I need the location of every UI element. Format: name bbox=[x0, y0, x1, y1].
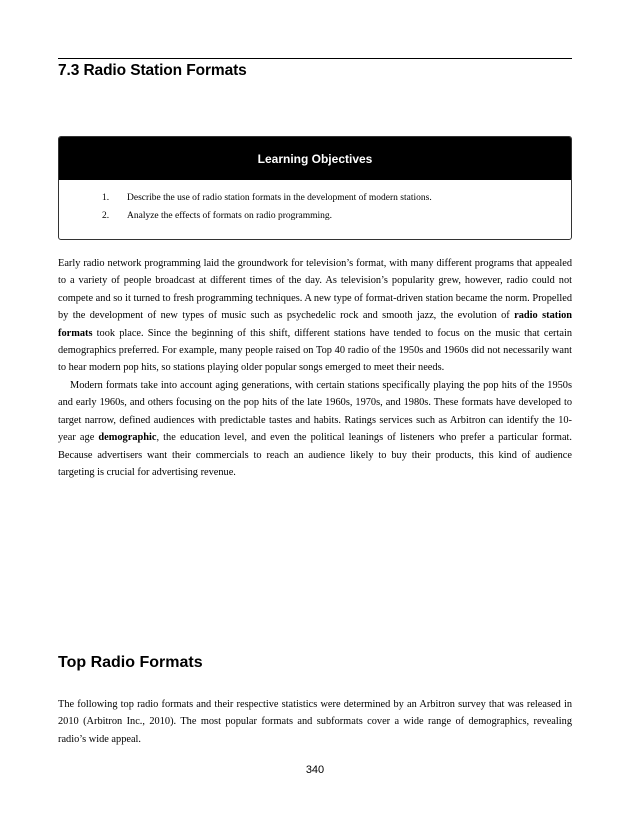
subsection-title: Top Radio Formats bbox=[58, 654, 203, 671]
learning-objectives-list bbox=[59, 193, 571, 229]
list-item-text: Analyze the effects of formats on radio programming. bbox=[127, 211, 333, 221]
list-item-number: 1. bbox=[102, 193, 110, 203]
body-paragraph-1 bbox=[58, 255, 572, 377]
page-number: 340 bbox=[305, 764, 325, 776]
list-item-number: 2. bbox=[102, 211, 110, 221]
body-paragraph-3: The following top radio formats and their respective statistics were determined by an Arbitron survey that was released in 2010 (Arbitron Inc., 2010). The most popular formats and subformats cover a wide range of demographics, revealing radio’s wide appeal. bbox=[58, 699, 572, 745]
key-term-radio-station-formats: radio station formats bbox=[58, 310, 572, 339]
paragraph-text: , the education level, and even the political leanings of listeners who prefer a particular format. Because advertisers want their commercials to reach an audience likely to buy their products, this kind of audience targeting is crucial for advertising revenue. bbox=[58, 432, 572, 479]
key-term-demographic: demographic bbox=[98, 432, 157, 444]
list-item bbox=[59, 193, 571, 211]
section-title: 7.3 Radio Station Formats bbox=[58, 62, 247, 79]
body-paragraph-2 bbox=[58, 377, 572, 481]
paragraph-text: Early radio network programming laid the groundwork for television’s format, with many different programs that appealed to a variety of people broadcast at different times of the day. As television’s popularity grew, however, radio could not compete and so it turned to fresh programming techniques. A new type of format-driven station became the norm. Propelled by the development of new types of music such as psychedelic rock and smooth jazz, the evolution of bbox=[58, 258, 572, 322]
list-item-text: Describe the use of radio station formats in the development of modern stations. bbox=[127, 193, 432, 203]
top-rule bbox=[58, 58, 572, 59]
paragraph-text: took place. Since the beginning of this shift, different stations have tended to focus on the music that certain demographics preferred. For example, many people raised on Top 40 radio of the 1950s and 1960s did not necessarily want to hear modern pop hits, so stations playing older popular songs emerged to meet their needs. bbox=[58, 327, 572, 374]
learning-objectives-heading: Learning Objectives bbox=[59, 137, 571, 180]
learning-objectives-box bbox=[58, 136, 572, 240]
list-item bbox=[59, 211, 571, 229]
paragraph-text: Modern formats take into account aging generations, with certain stations specifically playing the pop hits of the 1950s and early 1960s, and others focusing on the pop hits of the late 1960s, 1970s, and 1980s. These formats have developed to target narrow, defined audiences with predictable tastes and habits. Ratings services such as Arbitron can identify the 10-year age bbox=[58, 380, 572, 444]
